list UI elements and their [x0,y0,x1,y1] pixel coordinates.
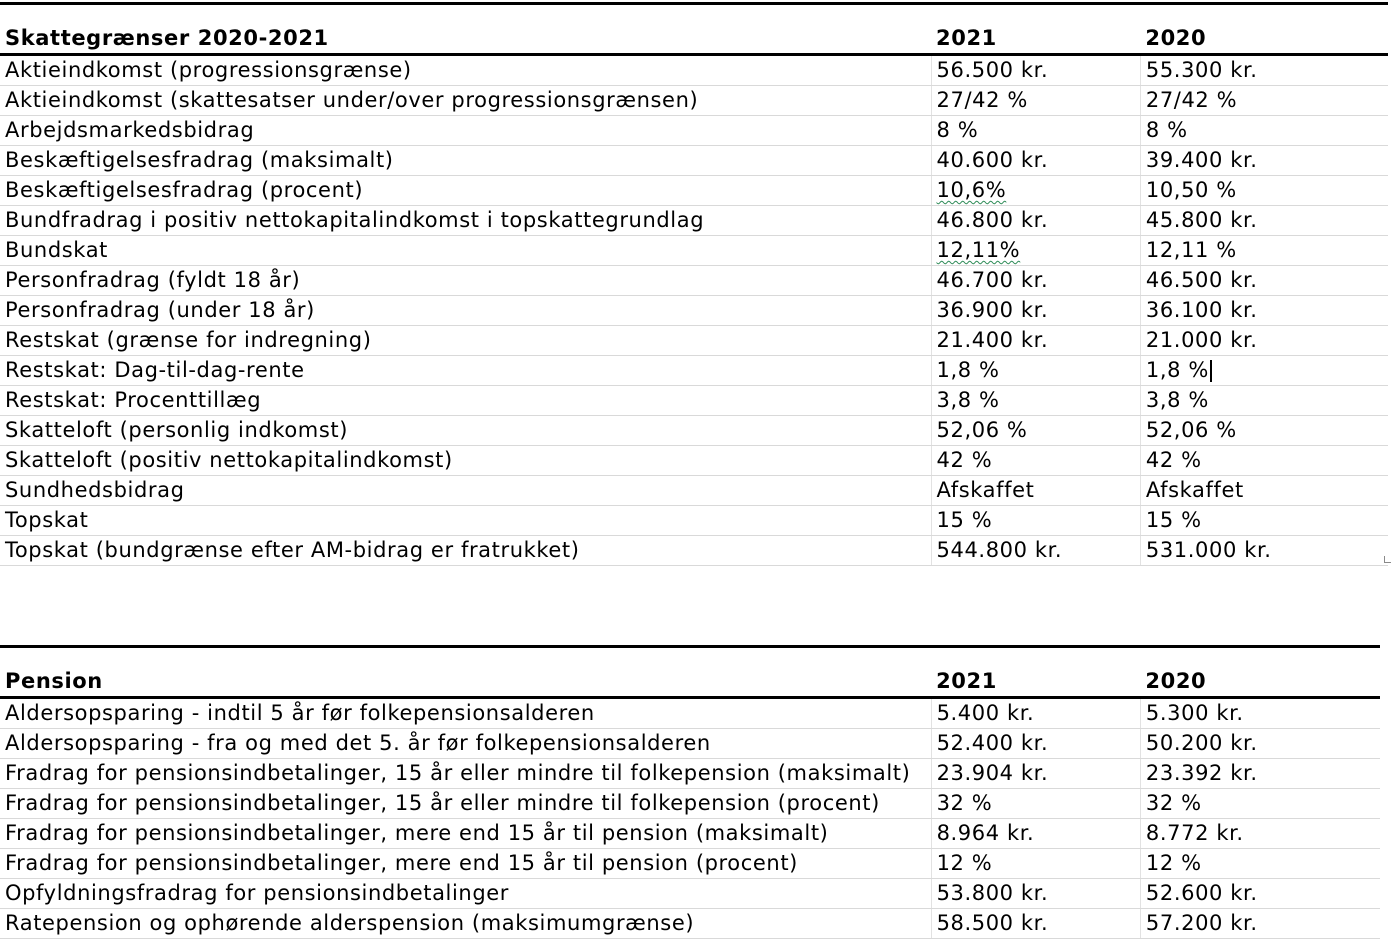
table-row [0,236,1388,266]
spellcheck-value: 10,6% [936,178,1007,202]
tax-limits-table [0,2,1388,566]
table-row [0,819,1380,849]
value-2020: 15 % [1140,506,1388,536]
table-row [0,386,1388,416]
tax-col-2020-header: 2020 [1140,4,1388,55]
table-row [0,55,1388,86]
table-row [0,729,1380,759]
value-2021 [931,236,1140,266]
pension-col-2020-header: 2020 [1140,647,1380,698]
value-2020: 36.100 kr. [1140,296,1388,326]
value-2020: 55.300 kr. [1140,55,1388,86]
value-2020: 12,11 % [1140,236,1388,266]
row-label: Fradrag for pensionsindbetalinger, 15 år eller mindre til folkepension (maksimalt) [0,759,931,789]
value-2021: Afskaffet [931,476,1140,506]
table-row [0,536,1388,566]
table-row [0,206,1388,236]
pension-table-title: Pension [0,647,931,698]
row-label: Beskæftigelsesfradrag (maksimalt) [0,146,931,176]
row-label: Aktieindkomst (skattesatser under/over progressionsgrænsen) [0,86,931,116]
table-row [0,698,1380,729]
value-2021: 1,8 % [931,356,1140,386]
row-label: Ratepension og ophørende alderspension (maksimumgrænse) [0,909,931,939]
value-2021: 15 % [931,506,1140,536]
pension-header-row [0,647,1380,698]
table-row [0,326,1388,356]
table-row [0,476,1388,506]
value-2021: 52,06 % [931,416,1140,446]
value-2021: 40.600 kr. [931,146,1140,176]
tax-table-title: Skattegrænser 2020-2021 [0,4,931,55]
value-2021: 21.400 kr. [931,326,1140,356]
value-2020: 10,50 % [1140,176,1388,206]
value-2020: Afskaffet [1140,476,1388,506]
value-2021: 53.800 kr. [931,879,1140,909]
row-label: Opfyldningsfradrag for pensionsindbetalinger [0,879,931,909]
table-row [0,146,1388,176]
value-2021: 3,8 % [931,386,1140,416]
value-2020: 32 % [1140,789,1380,819]
value-2021: 23.904 kr. [931,759,1140,789]
table-row [0,356,1388,386]
value-2020: 5.300 kr. [1140,698,1380,729]
value-2021: 42 % [931,446,1140,476]
pension-col-2021-header: 2021 [931,647,1140,698]
table-row [0,849,1380,879]
row-label: Skatteloft (personlig indkomst) [0,416,931,446]
table-row [0,416,1388,446]
value-2020: 57.200 kr. [1140,909,1380,939]
value-2020: 23.392 kr. [1140,759,1380,789]
value-2021: 56.500 kr. [931,55,1140,86]
value-2021 [931,176,1140,206]
row-label: Restskat (grænse for indregning) [0,326,931,356]
table-row [0,879,1380,909]
row-label: Beskæftigelsesfradrag (procent) [0,176,931,206]
value-2020: 42 % [1140,446,1388,476]
value-2020: 52,06 % [1140,416,1388,446]
row-label: Restskat: Dag-til-dag-rente [0,356,931,386]
table-row [0,506,1388,536]
value-2021: 46.800 kr. [931,206,1140,236]
value-2020: 8.772 kr. [1140,819,1380,849]
value-2020: 3,8 % [1140,386,1388,416]
tax-header-row [0,4,1388,55]
table-row [0,86,1388,116]
value-2020: 531.000 kr. [1140,536,1388,566]
spellcheck-value: 12,11% [936,238,1021,262]
value-2020: 21.000 kr. [1140,326,1388,356]
row-label: Personfradrag (fyldt 18 år) [0,266,931,296]
value-2020: 39.400 kr. [1140,146,1388,176]
value-2021: 32 % [931,789,1140,819]
value-2021: 58.500 kr. [931,909,1140,939]
row-label: Arbejdsmarkedsbidrag [0,116,931,146]
row-label: Aldersopsparing - indtil 5 år før folkepensionsalderen [0,698,931,729]
table-resize-handle[interactable] [1384,556,1391,563]
value-2021: 46.700 kr. [931,266,1140,296]
value-2021: 36.900 kr. [931,296,1140,326]
table-row [0,909,1380,939]
row-label: Bundfradrag i positiv nettokapitalindkomst i topskattegrundlag [0,206,931,236]
value-2020: 50.200 kr. [1140,729,1380,759]
row-label: Fradrag for pensionsindbetalinger, 15 år eller mindre til folkepension (procent) [0,789,931,819]
value-2020-editing-cell[interactable] [1140,356,1388,386]
value-2021: 12 % [931,849,1140,879]
text-cursor [1210,360,1212,382]
row-label: Topskat [0,506,931,536]
value-2020: 12 % [1140,849,1380,879]
table-row [0,116,1388,146]
value-2021: 52.400 kr. [931,729,1140,759]
row-label: Fradrag for pensionsindbetalinger, mere end 15 år til pension (maksimalt) [0,819,931,849]
value-2020: 8 % [1140,116,1388,146]
value-2020: 45.800 kr. [1140,206,1388,236]
value-2020: 27/42 % [1140,86,1388,116]
value-2021: 27/42 % [931,86,1140,116]
cell-text: 1,8 % [1145,358,1209,382]
value-2021: 8 % [931,116,1140,146]
row-label: Topskat (bundgrænse efter AM-bidrag er fratrukket) [0,536,931,566]
row-label: Personfradrag (under 18 år) [0,296,931,326]
table-row [0,296,1388,326]
row-label: Fradrag for pensionsindbetalinger, mere end 15 år til pension (procent) [0,849,931,879]
pension-table [0,645,1380,939]
row-label: Aktieindkomst (progressionsgrænse) [0,55,931,86]
value-2021: 5.400 kr. [931,698,1140,729]
table-row [0,759,1380,789]
table-row [0,446,1388,476]
row-label: Skatteloft (positiv nettokapitalindkomst) [0,446,931,476]
table-row [0,176,1388,206]
row-label: Sundhedsbidrag [0,476,931,506]
row-label: Restskat: Procenttillæg [0,386,931,416]
table-row [0,266,1388,296]
value-2020: 46.500 kr. [1140,266,1388,296]
value-2020: 52.600 kr. [1140,879,1380,909]
value-2021: 8.964 kr. [931,819,1140,849]
value-2021: 544.800 kr. [931,536,1140,566]
tax-col-2021-header: 2021 [931,4,1140,55]
table-row [0,789,1380,819]
row-label: Aldersopsparing - fra og med det 5. år før folkepensionsalderen [0,729,931,759]
row-label: Bundskat [0,236,931,266]
